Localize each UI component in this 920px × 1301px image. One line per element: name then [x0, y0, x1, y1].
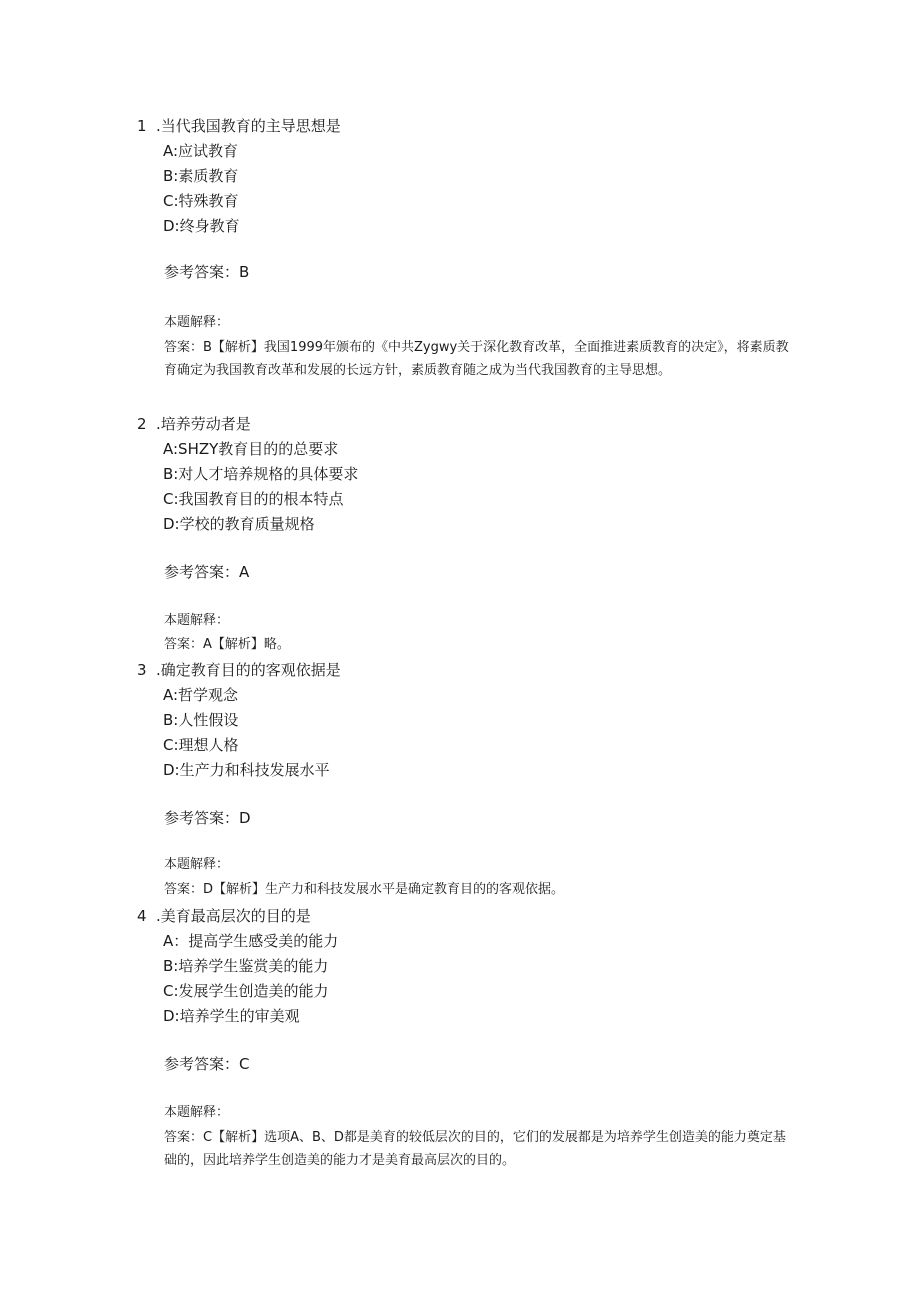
explanation-heading: 本题解释： — [164, 1105, 230, 1120]
option-a: A：提高学生感受美的能力 — [163, 932, 339, 950]
explanation-text: 答案：C【解析】选项A、B、D都是美育的较低层次的目的，它们的发展都是为培养学生创造美的能力奠定基础的，因此培养学生创造美的能力才是美育最高层次的目的。 — [164, 1130, 786, 1168]
option-d: D:生产力和科技发展水平 — [163, 761, 330, 779]
option-c: C:特殊教育 — [163, 192, 239, 210]
question-number: 3 — [137, 661, 147, 679]
option-d: D:学校的教育质量规格 — [163, 515, 315, 533]
option-a: A:应试教育 — [163, 142, 239, 160]
question-number: 4 — [137, 907, 147, 925]
question-stem — [137, 414, 251, 434]
reference-answer: 参考答案：B — [164, 263, 250, 281]
option-c: C:发展学生创造美的能力 — [163, 982, 329, 1000]
option-a: A:SHZY教育目的的总要求 — [163, 440, 339, 458]
question-text: .确定教育目的的客观依据是 — [156, 661, 341, 679]
option-b: B:对人才培养规格的具体要求 — [163, 465, 359, 483]
explanation-text: 答案：B【解析】我国1999年颁布的《中共Zygwy关于深化教育改革，全面推进素质教育的决定》，将素质教育确定为我国教育改革和发展的长远方针，素质教育随之成为当代我国教育的主导思想。 — [164, 340, 789, 378]
option-d: D:培养学生的审美观 — [163, 1007, 300, 1025]
option-d: D:终身教育 — [163, 217, 240, 235]
option-b: B:素质教育 — [163, 167, 239, 185]
option-b: B:培养学生鉴赏美的能力 — [163, 957, 329, 975]
question-text: .培养劳动者是 — [156, 415, 251, 433]
question-stem — [137, 660, 341, 680]
explanation-heading: 本题解释： — [164, 857, 230, 872]
explanation-heading: 本题解释： — [164, 315, 230, 330]
question-text: .美育最高层次的目的是 — [156, 907, 311, 925]
option-b: B:人性假设 — [163, 711, 239, 729]
option-c: C:理想人格 — [163, 736, 239, 754]
reference-answer: 参考答案：D — [164, 809, 251, 827]
reference-answer: 参考答案：A — [164, 563, 250, 581]
question-stem — [137, 906, 311, 926]
reference-answer: 参考答案：C — [164, 1055, 250, 1073]
question-text: .当代我国教育的主导思想是 — [156, 117, 341, 135]
question-stem — [137, 116, 341, 136]
option-c: C:我国教育目的的根本特点 — [163, 490, 344, 508]
option-a: A:哲学观念 — [163, 686, 239, 704]
explanation-text: 答案：D【解析】生产力和科技发展水平是确定教育目的的客观依据。 — [164, 882, 565, 897]
question-number: 1 — [137, 117, 147, 135]
question-number: 2 — [137, 415, 147, 433]
explanation-heading: 本题解释： — [164, 613, 230, 628]
explanation-text: 答案：A【解析】略。 — [164, 637, 290, 652]
